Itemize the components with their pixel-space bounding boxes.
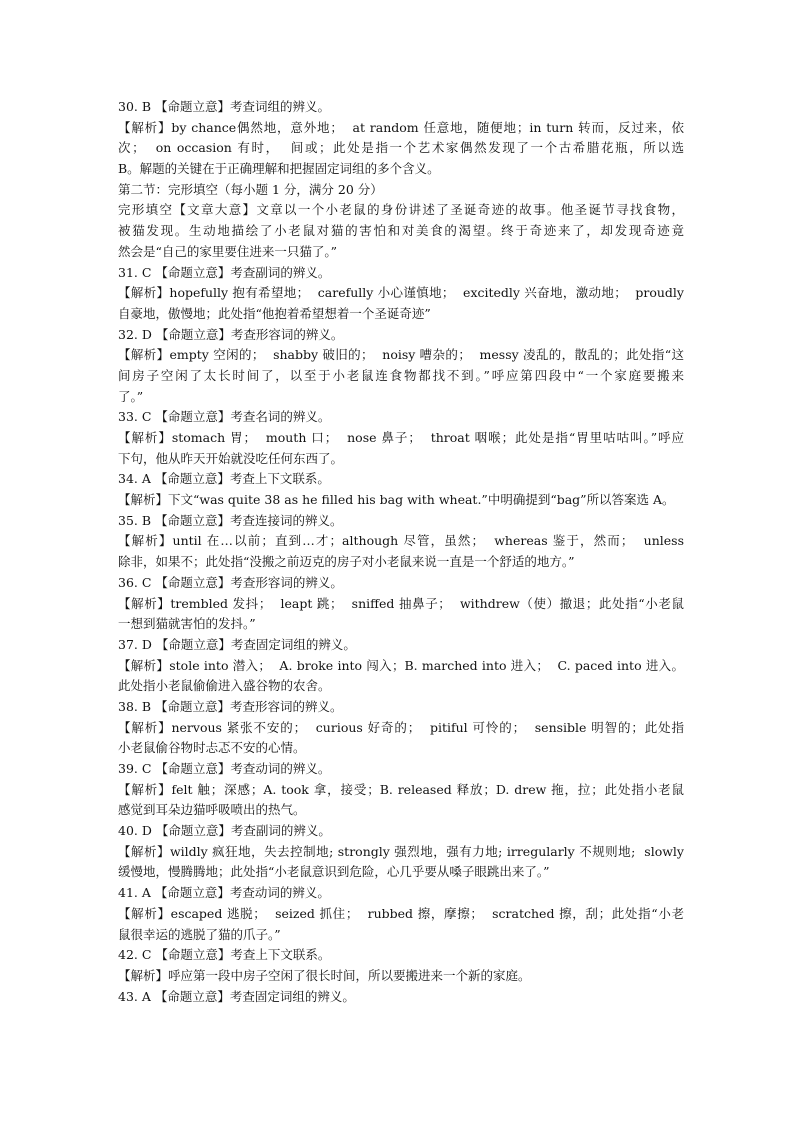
text-line: 36. C 【命题立意】考查形容词的辨义。 [118, 574, 343, 590]
text-line: 【解析】nervous 紧张不安的； curious 好奇的； pitiful 可怜的； sensible 明智的；此处指 [118, 719, 684, 735]
text-line: 完形填空【文章大意】文章以一个小老鼠的身份讲述了圣诞奇迹的故事。他圣诞节寻找食物， [118, 202, 684, 218]
text-line: 35. B 【命题立意】考查连接词的辨义。 [118, 512, 343, 528]
text-line: 间房子空闲了太长时间了，以至于小老鼠连食物都找不到。”呼应第四段中“一个家庭要搬来 [118, 367, 684, 383]
text-line: 鼠很幸运的逃脱了猫的爪子。” [118, 926, 281, 942]
text-line: 【解析】下文“was quite 38 as he filled his bag with wheat.”中明确提到“bag”所以答案选 A。 [118, 492, 675, 508]
text-line: 39. C 【命题立意】考查动词的辨义。 [118, 761, 331, 776]
text-line: 【解析】felt 触；深感；A. took 拿，接受；B. released 释放；D. drew 拖，拉；此处指小老鼠 [118, 781, 684, 797]
text-line: 除非，如果不；此处指“没搬之前迈克的房子对小老鼠来说一直是一个舒适的地方。” [118, 554, 575, 570]
text-line: B。解题的关键在于正确理解和把握固定词组的多个含义。 [118, 161, 440, 177]
text-line: 感觉到耳朵边猫呼吸喷出的热气。 [118, 802, 306, 818]
text-line: 【解析】wildly 疯狂地，失去控制地; strongly 强烈地，强有力地; irregularly 不规则地; slowly [118, 843, 684, 859]
text-line: 下句，他从昨天开始就没吃任何东西了。 [118, 450, 344, 466]
text-line: 30. B 【命题立意】考查词组的辨义。 [118, 99, 331, 114]
text-line: 自豪地，傲慢地；此处指“他抱着希望想着一个圣诞奇迹” [118, 305, 431, 321]
text-line: 第二节：完形填空（每小题 1 分，满分 20 分） [118, 181, 383, 197]
text-line: 此处指小老鼠偷偷进入盛谷物的农舍。 [118, 678, 331, 694]
text-line: 37. D 【命题立意】考查固定词组的辨义。 [118, 636, 356, 652]
text-line: 【解析】empty 空闲的； shabby 破旧的； noisy 嘈杂的； messy 凌乱的，散乱的；此处指“这 [118, 347, 684, 363]
text-line: 33. C 【命题立意】考查名词的辨义。 [118, 409, 331, 425]
text-line: 【解析】by chance偶然地，意外地； at random 任意地，随便地；in turn 转而，反过来，依 [118, 119, 684, 135]
text-line: 31. C 【命题立意】考查副词的辨义。 [118, 264, 331, 280]
text-line: 32. D 【命题立意】考查形容词的辨义。 [118, 326, 344, 342]
text-line: 43. A 【命题立意】考查固定词组的辨义。 [118, 988, 355, 1004]
text-line: 42. C 【命题立意】考查上下文联系。 [118, 947, 331, 963]
text-line: 被猫发现。生动地描绘了小老鼠对猫的害怕和对美食的渴望。终于奇迹来了，却发现奇迹竟 [118, 223, 684, 239]
text-line: 34. A 【命题立意】考查上下文联系。 [118, 471, 330, 487]
text-line: 【解析】until 在…以前；直到…才；although 尽管，虽然； whereas 鉴于，然而； unless [118, 533, 684, 549]
text-line: 【解析】hopefully 抱有希望地； carefully 小心谨慎地； excitedly 兴奋地，激动地； proudly [118, 285, 684, 301]
text-line: 38. B 【命题立意】考查形容词的辨义。 [118, 698, 343, 714]
text-line: 次； on occasion 有时， 间或；此处是指一个艺术家偶然发现了一个古希腊花瓶，所以选 [118, 140, 684, 156]
text-line: 【解析】stomach 胃； mouth 口； nose 鼻子； throat 咽喉；此处是指“胃里咕咕叫。”呼应 [118, 430, 684, 445]
text-line: 【解析】stole into 潜入； A. broke into 闯入；B. marched into 进入； C. paced into 进入。 [118, 657, 684, 673]
text-line: 然会是“自己的家里要住进来一只猫了。” [118, 243, 338, 259]
text-line: 【解析】trembled 发抖； leapt 跳； sniffed 抽鼻子； withdrew（使）撤退；此处指“小老鼠 [118, 595, 684, 611]
text-line: 缓慢地，慢腾腾地；此处指“小老鼠意识到危险，心几乎要从嗓子眼跳出来了。” [118, 864, 550, 880]
text-line: 小老鼠偷谷物时忐忑不安的心情。 [118, 740, 306, 756]
text-line: 41. A 【命题立意】考查动词的辨义。 [118, 885, 330, 901]
text-line: 了。” [118, 388, 144, 404]
answer-explanation-text [118, 97, 684, 1007]
text-line: 40. D 【命题立意】考查副词的辨义。 [118, 823, 331, 839]
text-line: 【解析】escaped 逃脱； seized 抓住； rubbed 擦，摩擦； scratched 擦，刮；此处指“小老 [118, 905, 684, 921]
text-line: 一想到猫就害怕的发抖。” [118, 616, 256, 632]
text-line: 【解析】呼应第一段中房子空闲了很长时间，所以要搬进来一个新的家庭。 [118, 967, 531, 983]
